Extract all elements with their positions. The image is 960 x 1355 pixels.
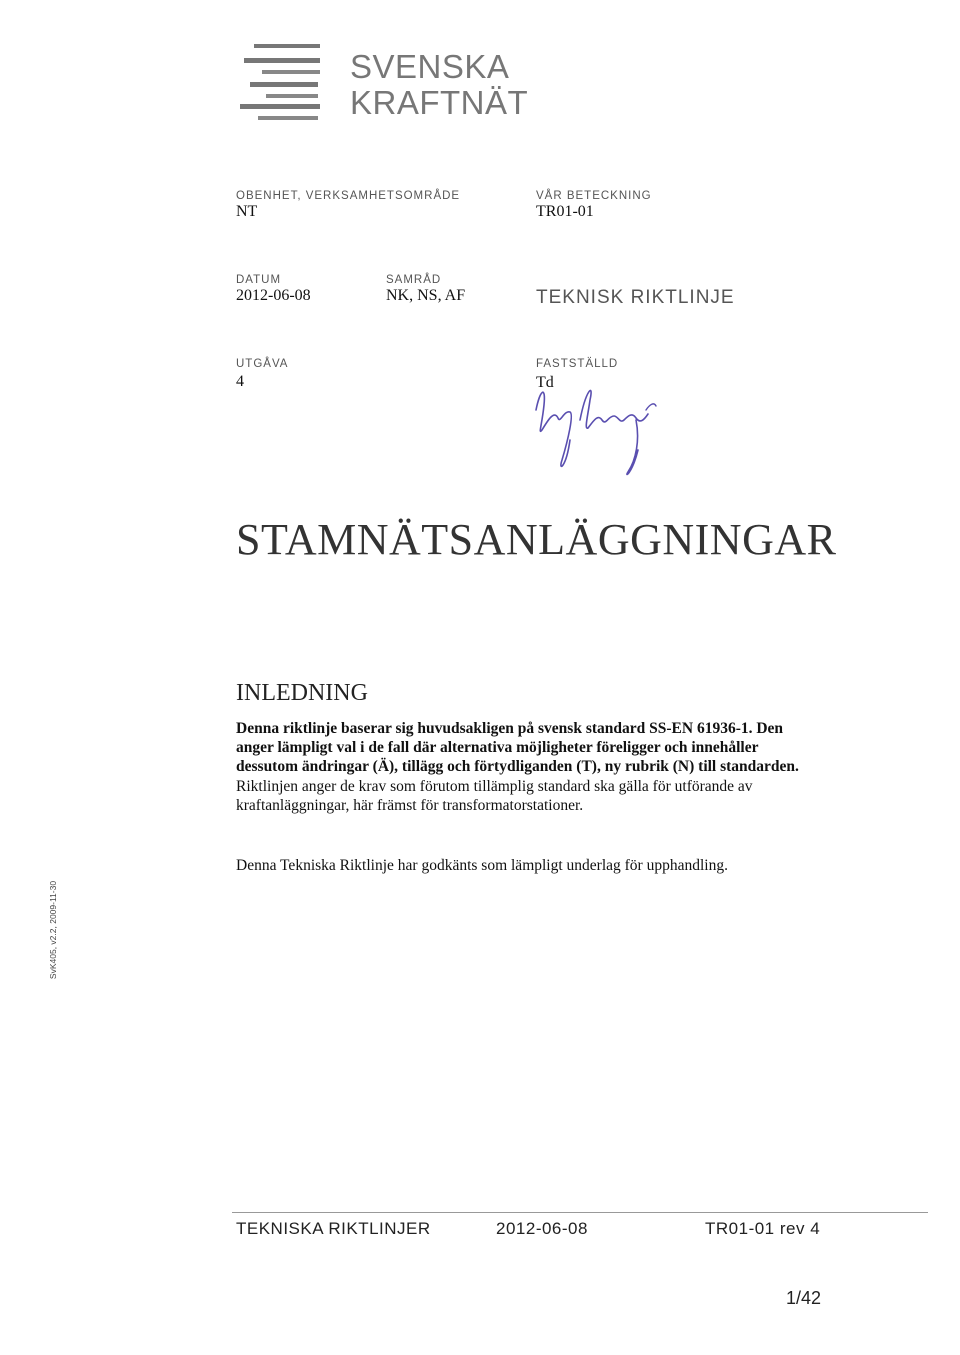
unit-value: NT xyxy=(236,203,258,220)
logo-line-2: KRAFTNÄT xyxy=(350,84,529,121)
section-body-normal: Riktlinjen anger de krav som förutom tillämplig standard ska gälla för utförande av kraftanläggningar, här främst för transformatorstationer. xyxy=(236,777,753,814)
reference-value: TR01-01 xyxy=(536,203,594,220)
document-title: STAMNÄTSANLÄGGNINGAR xyxy=(236,515,837,564)
reference-label: VÅR BETECKNING xyxy=(536,190,652,202)
section-body-bold: Denna riktlinje baserar sig huvudsakligen på svensk standard SS-EN 61936-1. Den anger lämpligt val i de fall där alternativa möjligheter föreligger och innehåller dessutom ändringar (Ä), tillägg och förtydliganden (T), ny rubrik (N) till standarden. xyxy=(236,720,799,776)
document-type: TEKNISK RIKTLINJE xyxy=(536,287,735,308)
form-version-note: SvK405, v2.2, 2009-11-30 xyxy=(48,880,59,980)
footer-revision: rev 4 xyxy=(779,1219,821,1238)
footer-date: 2012-06-08 xyxy=(496,1219,588,1238)
approval-statement: Denna Tekniska Riktlinje har godkänts som lämpligt underlag för upphandling. xyxy=(236,857,728,874)
approved-label: FASTSTÄLLD xyxy=(536,358,619,370)
edition-value: 4 xyxy=(236,373,244,390)
footer-doc-id-value: TR01-01 xyxy=(705,1219,775,1238)
date-value: 2012-06-08 xyxy=(236,287,311,304)
date-label: DATUM xyxy=(236,274,282,286)
approved-value: Td xyxy=(536,374,554,391)
stacked-lines-icon xyxy=(232,38,342,128)
consultation-label: SAMRÅD xyxy=(386,274,442,286)
page-number: 1/42 xyxy=(786,1288,822,1308)
footer-divider xyxy=(232,1212,928,1213)
edition-label: UTGÅVA xyxy=(236,358,289,370)
section-body xyxy=(236,719,816,815)
section-heading: INLEDNING xyxy=(236,680,368,706)
logo-line-1: SVENSKA xyxy=(350,48,510,85)
logo xyxy=(232,38,529,128)
unit-label: OBENHET, VERKSAMHETSOMRÅDE xyxy=(236,190,461,202)
footer-series: TEKNISKA RIKTLINJER xyxy=(236,1219,431,1238)
consultation-value: NK, NS, AF xyxy=(386,287,466,304)
footer-doc-id xyxy=(705,1219,820,1239)
signature xyxy=(528,380,678,480)
